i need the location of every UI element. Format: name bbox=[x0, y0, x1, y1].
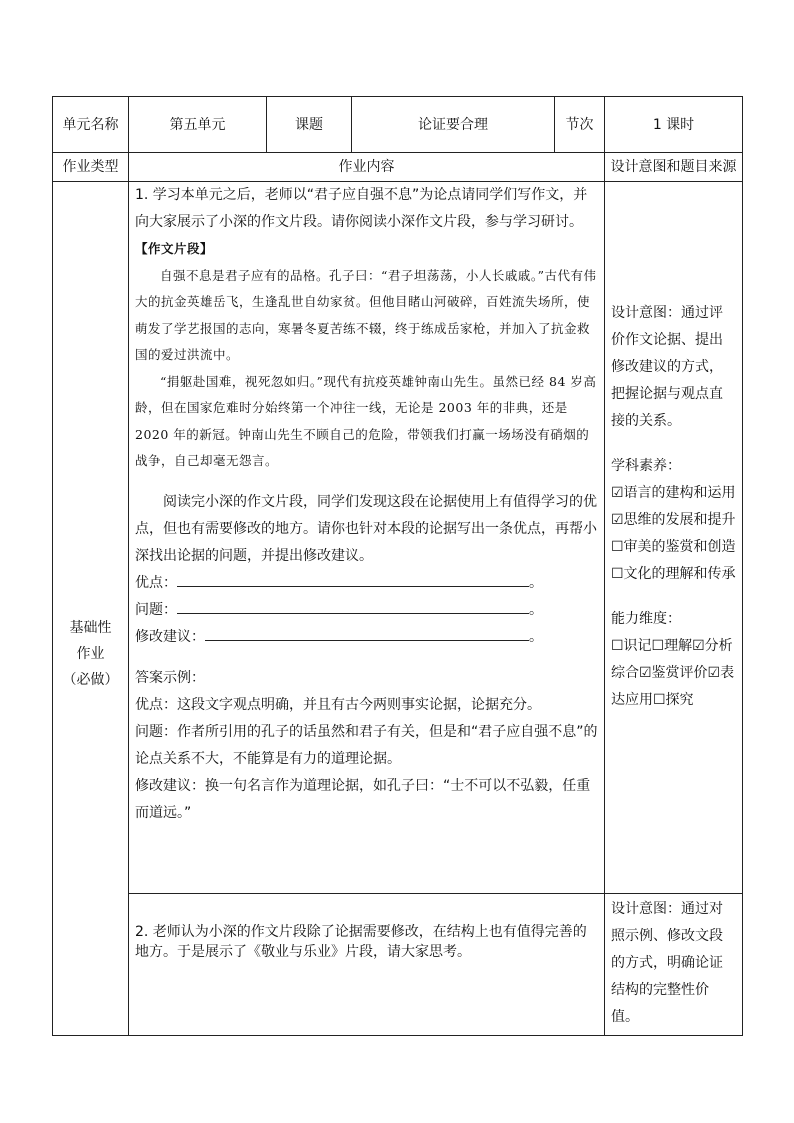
period-value: 1 课时 bbox=[605, 97, 743, 153]
advantage-blank[interactable] bbox=[177, 570, 529, 587]
design-label: 设计意图和题目来源 bbox=[605, 153, 743, 182]
excerpt-title: 【作文片段】 bbox=[135, 241, 214, 256]
category-line-2: 作业 bbox=[76, 645, 105, 662]
question-1-row bbox=[53, 182, 743, 894]
homework-table bbox=[52, 96, 743, 1036]
subheader-row bbox=[53, 153, 743, 182]
question-2-row bbox=[53, 894, 743, 1036]
design-intent-2-text: 设计意图：通过对照示例、修改文段的方式，明确论证结构的完整性价值。 bbox=[611, 901, 723, 1025]
question-1-task: 阅读完小深的作文片段，同学们发现这段在论据使用上有值得学习的优点，但也有需要修改的地方。请你也针对本段的论据写出一条优点，再帮小深找出论据的问题，并提出修改建议。 bbox=[135, 493, 597, 564]
literacy-title: 学科素养： bbox=[611, 458, 681, 474]
period-label: 节次 bbox=[555, 97, 605, 153]
design-intent-1 bbox=[605, 182, 743, 894]
answer-problem: 问题：作者所引用的孔子的话虽然和君子有关，但是和“君子应自强不息”的论点关系不大，不能算是有力的道理论据。 bbox=[135, 723, 598, 767]
header-row bbox=[53, 97, 743, 153]
design-intent-2 bbox=[605, 894, 743, 1036]
design-intent-1-text: 设计意图：通过评价作文论据、提出修改建议的方式，把握论据与观点直接的关系。 bbox=[611, 305, 723, 429]
excerpt-paragraph-2: “捐躯赴国难，视死忽如归。”现代有抗疫英雄钟南山先生。虽然已经 84 岁高龄，但在国家危难时分始终第一个冲往一线，无论是 2003 年的非典，还是 2020 年的新冠。钟南山先生不顾自己的危险，带领我们打赢一场场没有硝烟的战争，自己却毫无怨言。 bbox=[135, 373, 597, 468]
answer-line-suggestion: 修改建议： 。 bbox=[135, 624, 598, 651]
excerpt-paragraph-1: 自强不息是君子应有的品格。孔子曰：“君子坦荡荡，小人长戚戚。”古代有伟大的抗金英雄岳飞，生逢乱世自幼家贫。但他目睹山河破碎，百姓流失场所，使萌发了学艺报国的志向，寒暑冬夏苦练不辍，终于练成岳家枪，并加入了抗金救国的爱过洪流中。 bbox=[135, 267, 597, 362]
question-1-intro: 1. 学习本单元之后，老师以“君子应自强不息”为论点请同学们写作文，并向大家展示了小深的作文片段。请你阅读小深作文片段，参与学习研讨。 bbox=[135, 187, 588, 230]
answer-line-advantage: 优点： 。 bbox=[135, 570, 598, 597]
literacy-item-2: ☑思维的发展和提升 bbox=[611, 512, 736, 528]
literacy-item-3: ☐审美的鉴赏和创造 bbox=[611, 539, 736, 555]
unit-name-value: 第五单元 bbox=[129, 97, 267, 153]
literacy-item-4: ☐文化的理解和传承 bbox=[611, 566, 736, 582]
topic-value: 论证要合理 bbox=[352, 97, 555, 153]
answer-suggestion: 修改建议：换一句名言作为道理论据，如孔子曰：“士不可以不弘毅，任重而道远。” bbox=[135, 777, 591, 821]
answer-line-problem: 问题： 。 bbox=[135, 597, 598, 624]
suggestion-blank[interactable] bbox=[205, 624, 529, 641]
ability-text: ☐识记☐理解☑分析综合☑鉴赏评价☑表达应用☐探究 bbox=[611, 638, 735, 708]
unit-name-label: 单元名称 bbox=[53, 97, 129, 153]
problem-blank[interactable] bbox=[177, 597, 529, 614]
ability-title: 能力维度： bbox=[611, 611, 681, 627]
category-line-1: 基础性 bbox=[69, 619, 112, 636]
topic-label: 课题 bbox=[267, 97, 352, 153]
category-line-3: （必做） bbox=[62, 671, 119, 688]
content-label: 作业内容 bbox=[129, 153, 605, 182]
question-1-content bbox=[129, 182, 605, 894]
type-label: 作业类型 bbox=[53, 153, 129, 182]
question-2-content bbox=[129, 894, 605, 1036]
question-2-text: 2. 老师认为小深的作文片段除了论据需要修改，在结构上也有值得完善的地方。于是展示了《敬业与乐业》片段，请大家思考。 bbox=[135, 924, 587, 960]
answer-title: 答案示例： bbox=[135, 669, 205, 686]
literacy-item-1: ☑语言的建构和运用 bbox=[611, 485, 736, 501]
answer-advantage: 优点：这段文字观点明确，并且有古今两则事实论据，论据充分。 bbox=[135, 696, 541, 713]
category-cell bbox=[53, 182, 129, 1036]
